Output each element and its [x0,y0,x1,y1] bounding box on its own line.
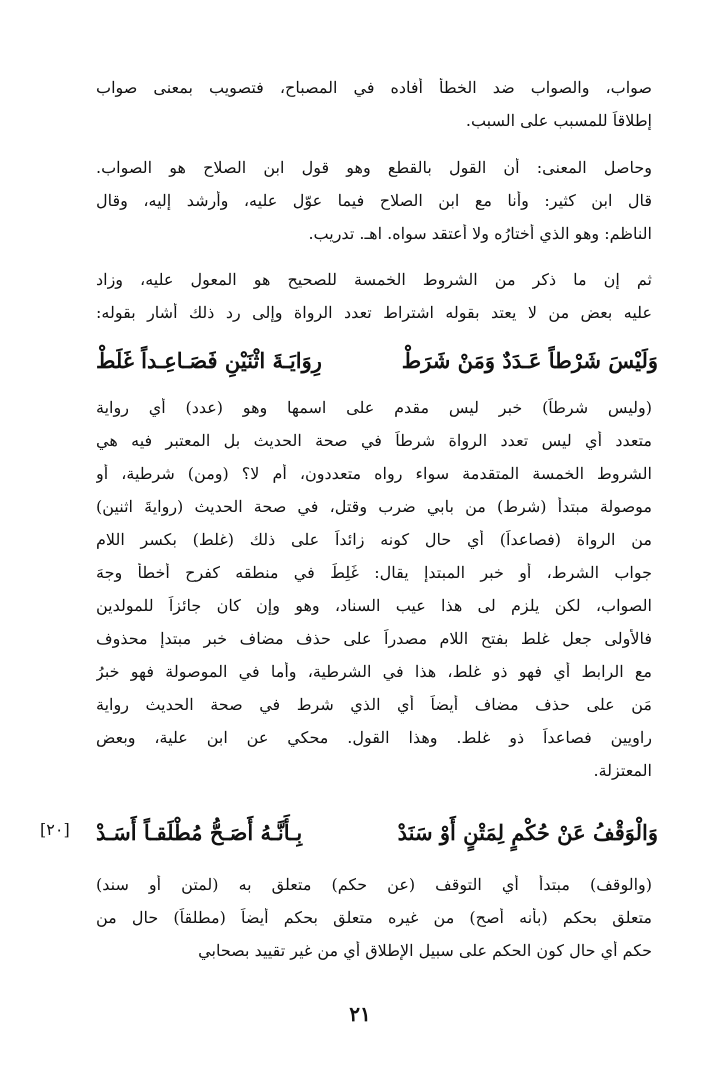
text-line: راويين فصاعداً ذو غلط. وهذا القول. محكي عن ابن علية، وبعض [96,728,652,747]
text-line: عليه بعض من لا يعتد بقوله اشتراط تعدد الرواة وإلى رد ذلك أشار بقوله: [96,303,652,322]
text-line: متعدد أي ليس تعدد الرواة شرطاً في صحة الحديث بل المعتبر فيه هي [96,431,652,450]
verse-first-hemistich: وَالْوَقْفُ عَنْ حُكْمٍ لِمَتْنٍ أَوْ سَنَدْ [397,819,658,845]
text-line: الشروط الخمسة المتقدمة سواء رواه متعددون، أم لا؟ (ومن) شرطية، أو [96,464,652,483]
paragraph-3 [96,270,652,336]
text-line: إطلاقاً للمسبب على السبب. [465,111,652,130]
verse-2 [96,812,658,852]
text-line: صواب، والصواب ضد الخطأ أفاده في المصباح، فتصويب بمعنى صواب [96,78,652,97]
verse-1 [96,340,658,380]
page-number: ٢١ [349,1002,371,1026]
verse-second-hemistich: بِـأَنَّـهُ أَصَـحُّ مُطْلَقـاً أَسَـدْ [96,819,303,845]
text-line: وحاصل المعنى: أن القول بالقطع وهو قول ابن الصلاح هو الصواب. [96,158,652,177]
verse-first-hemistich: وَلَيْسَ شَرْطاً عَـدَدٌ وَمَنْ شَرَطْ [401,347,658,373]
paragraph-2 [96,158,652,257]
text-line: مَن على حذف مضاف أيضاً أي الذي شرط في صحة الحديث رواية [96,695,652,714]
paragraph-4 [96,398,652,794]
verse-second-hemistich: رِوَايَـةَ اثْنَيْنِ فَصَـاعِـداً غَلَطْ [96,347,322,373]
text-line: المعتزلة. [593,761,652,780]
text-line: جواب الشرط، أو خبر المبتدإ يقال: غَلِطَ في منطقه كفرح أخطأ وجهَ [96,563,652,582]
paragraph-1 [96,78,652,144]
text-line: الناظم: وهو الذي أختارُه ولا أعتقد سواه. اهـ. تدريب. [308,224,652,243]
paragraph-5 [96,875,652,974]
text-line: (وليس شرطاً) خبر ليس مقدم على اسمها وهو (عدد) أي رواية [96,398,652,417]
text-line: مع الرابط أي فهو ذو غلط، هذا في الشرطية، وأما في الموصولة فهو خبرُ [96,662,652,681]
text-line: الصواب، لكن يلزم لى هذا عيب السناد، وهو وإن كان جائزاً للمولدين [96,596,652,615]
text-line: موصولة مبتدأ (شرط) من بابي ضرب وقتل، في صحة الحديث (روايةَ اثنين) [96,497,652,516]
text-line: فالأولى جعل غلط بفتح اللام مصدراً على حذف مضاف خبر مبتدإ محذوف [96,629,652,648]
text-line: حكم أي حال كون الحكم على سبيل الإطلاق أي من غير تقييد بصحابي [198,941,652,960]
text-line: متعلق بحكم (بأنه أصح) من غيره متعلق بحكم أيضاً (مطلقاً) حال من [96,908,652,927]
verse-number: [٢٠] [40,820,70,839]
text-line: قال ابن كثير: وأنا مع ابن الصلاح فيما عوّل عليه، وأرشد إليه، وقال [96,191,652,210]
text-line: من الرواة (فصاعداً) أي حال كونه زائداً على ذلك (غلط) بكسر اللام [96,530,652,549]
text-line: (والوقف) مبتدأ أي التوقف (عن حكم) متعلق به (لمتن أو سند) [96,875,652,894]
text-line: ثم إن ما ذكر من الشروط الخمسة للصحيح هو المعول عليه، وزاد [96,270,652,289]
